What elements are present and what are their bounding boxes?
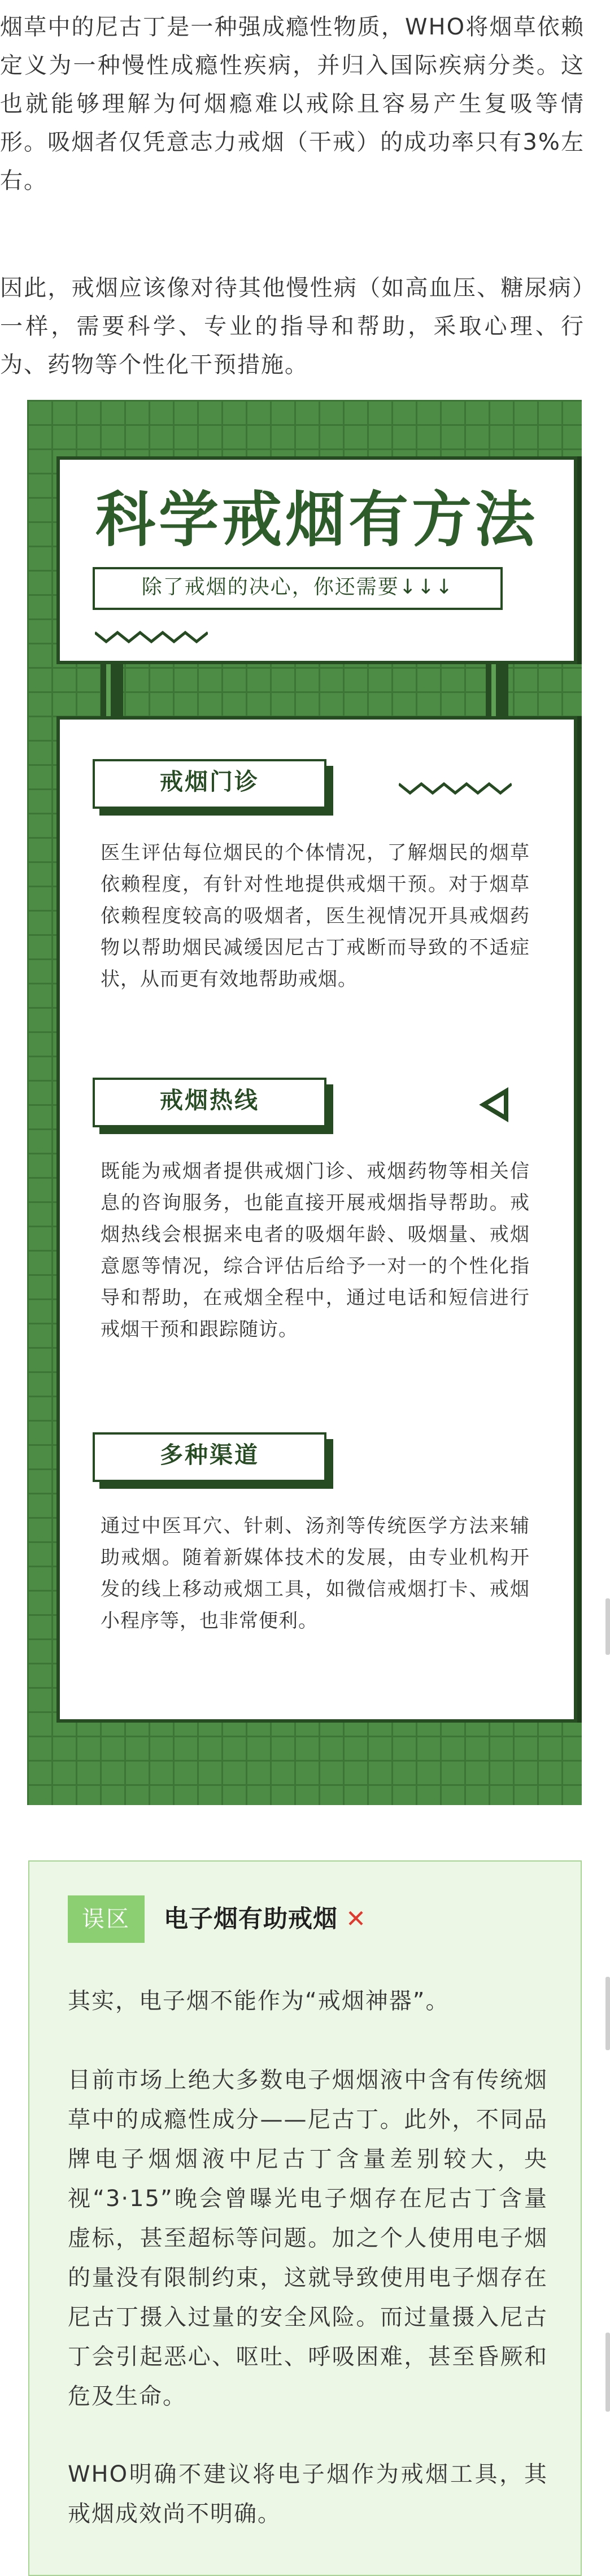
misconception-title — [164, 1895, 367, 1943]
sign-post-right-highlight — [491, 664, 496, 721]
section-label-hotline: 戒烟热线 — [93, 1078, 326, 1127]
misconception-title-text: 电子烟有助戒烟 — [164, 1905, 338, 1933]
triangle-arrow-icon — [478, 1087, 512, 1123]
section-body-hotline: 既能为戒烟者提供戒烟门诊、戒烟药物等相关信息的咨询服务，也能直接开展戒烟指导帮助。戒烟热线会根据来电者的吸烟年龄、吸烟量、戒烟意愿等情况，综合评估后给予一对一的个性化指导和帮助，在戒烟全程中，通过电话和短信进行戒烟干预和跟踪随访。 — [101, 1160, 530, 1341]
sign-post-left-highlight — [106, 664, 111, 721]
section-body-channels: 通过中医耳穴、针刺、汤剂等传统医学方法来辅助戒烟。随着新媒体技术的发展，由专业机构开发的线上移动戒烟工具，如微信戒烟打卡、戒烟小程序等，也非常便利。 — [101, 1515, 530, 1632]
cross-icon: ✕ — [346, 1905, 367, 1933]
sign-post-right — [486, 661, 508, 723]
misconception-paragraph-2: 目前市场上绝大多数电子烟烟液中含有传统烟草中的成瘾性成分——尼古丁。此外，不同品牌电子烟烟液中尼古丁含量差别较大，央视“3·15”晚会曾曝光电子烟存在尼古丁含量虚标，甚至超标等问题。加之个人使用电子烟的量没有限制约束，这就导致使用电子烟存在尼古丁摄入过量的安全风险。而过量摄入尼古丁会引起恶心、呕吐、呼吸困难，甚至昏厥和危及生命。 — [68, 2067, 548, 2409]
intro-paragraph-2: 因此，戒烟应该像对待其他慢性病（如高血压、糖尿病）一样，需要科学、专业的指导和帮助，采取心理、行为、药物等个性化干预措施。 — [0, 275, 585, 378]
sign-post-left — [101, 661, 123, 723]
misconception-paragraph-3: WHO明确不建议将电子烟作为戒烟工具，其戒烟成效尚不明确。 — [68, 2461, 548, 2527]
misconception-tag: 误区 — [68, 1895, 145, 1943]
poster-graphic — [27, 400, 582, 1805]
zigzag-icon — [399, 779, 512, 796]
zigzag-icon — [95, 628, 208, 645]
scrollbar-thumb[interactable] — [605, 1598, 610, 1655]
poster-subtitle: 除了戒烟的决心，你还需要↓↓↓ — [93, 567, 503, 610]
intro-paragraph-1: 烟草中的尼古丁是一种强成瘾性物质，WHO将烟草依赖定义为一种慢性成瘾性疾病，并归入国际疾病分类。这也就能够理解为何烟瘾难以戒除且容易产生复吸等情形。吸烟者仅凭意志力戒烟（干戒）的成功率只有3%左右。 — [0, 14, 585, 194]
title-board — [56, 456, 577, 664]
misconception-paragraph-1: 其实，电子烟不能作为“戒烟神器”。 — [68, 1988, 450, 2014]
scrollbar-thumb-secondary[interactable] — [605, 1977, 610, 2050]
section-label-clinic: 戒烟门诊 — [93, 759, 326, 809]
section-label-channels: 多种渠道 — [93, 1432, 326, 1482]
content-board — [56, 716, 577, 1723]
section-body-clinic: 医生评估每位烟民的个体情况，了解烟民的烟草依赖程度，有针对性地提供戒烟干预。对于烟草依赖程度较高的吸烟者，医生视情况开具戒烟药物以帮助烟民减缓因尼古丁戒断而导致的不适症状，从而更有效地帮助戒烟。 — [101, 842, 530, 991]
misconception-box — [28, 1860, 582, 2576]
poster-title: 科学戒烟有方法 — [95, 485, 538, 555]
scrollbar-thumb-tertiary[interactable] — [605, 2333, 610, 2412]
